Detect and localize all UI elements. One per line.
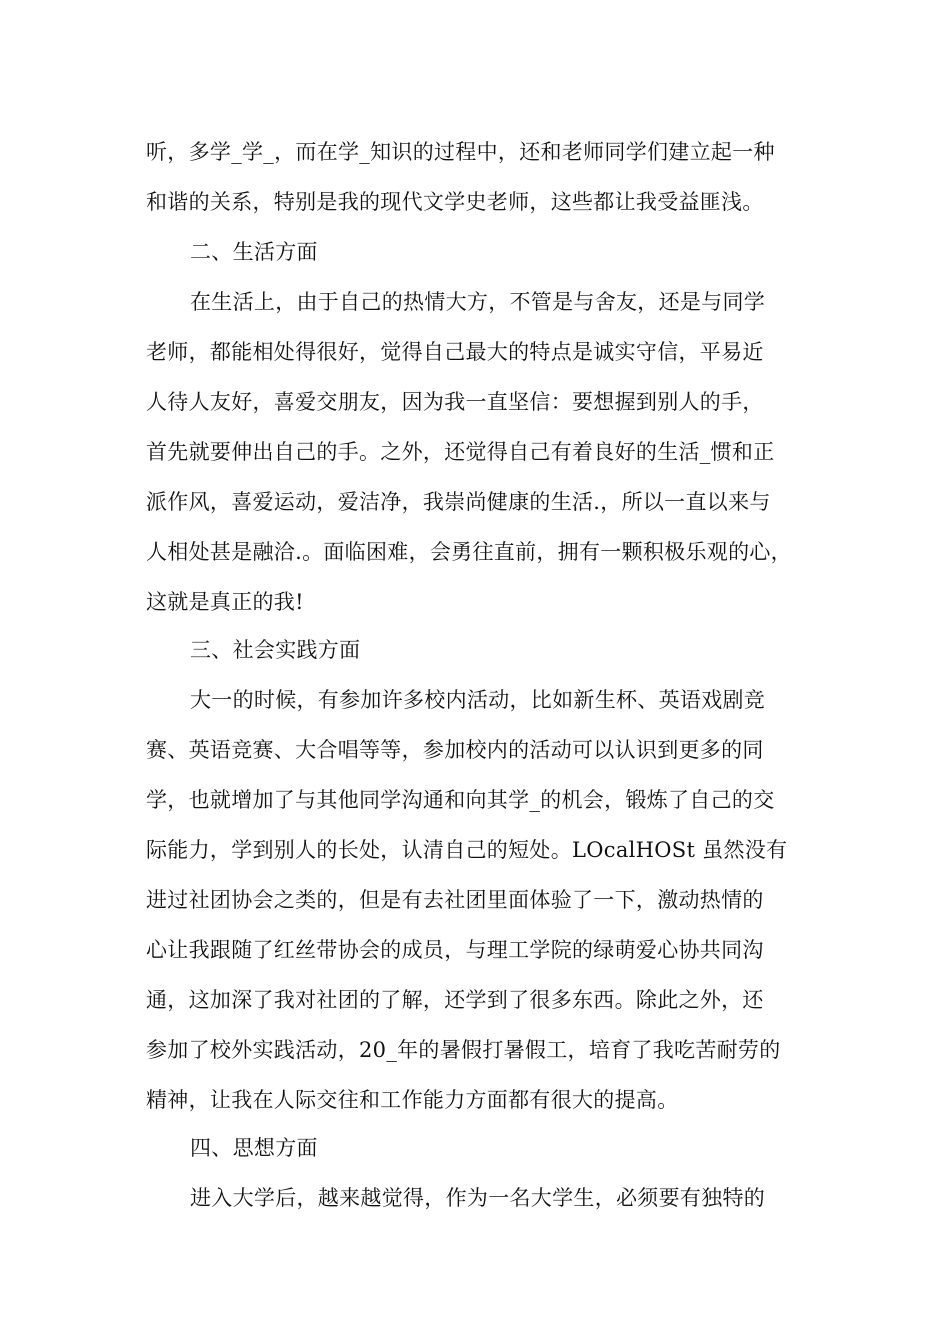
- paragraph-line: 这就是真正的我!: [146, 590, 304, 614]
- section-heading-social-practice: 三、社会实践方面: [190, 638, 361, 662]
- paragraph-line: 首先就要伸出自己的手。之外，还觉得自己有着良好的生活_惯和正: [146, 440, 775, 464]
- paragraph-line: 心让我跟随了红丝带协会的成员，与理工学院的绿萌爱心协共同沟: [146, 938, 764, 962]
- paragraph-line: 和谐的关系，特别是我的现代文学史老师，这些都让我受益匪浅。: [146, 190, 764, 214]
- paragraph-line: 人待人友好，喜爱交朋友，因为我一直坚信：要想握到别人的手，: [146, 390, 764, 414]
- paragraph-line: 学，也就增加了与其他同学沟通和向其学_的机会，锻炼了自己的交: [146, 788, 775, 812]
- paragraph-line: 听，多学_学_，而在学_知识的过程中，还和老师同学们建立起一种: [146, 140, 775, 164]
- paragraph-line: 参加了校外实践活动，20_年的暑假打暑假工，培育了我吃苦耐劳的: [146, 1038, 781, 1062]
- paragraph-line: 际能力，学到别人的长处，认清自己的短处。LOcalHOSt 虽然没有: [146, 838, 788, 862]
- paragraph-line: 派作风，喜爱运动，爱洁净，我崇尚健康的生活.，所以一直以来与: [146, 490, 771, 514]
- paragraph-line: 精神，让我在人际交往和工作能力方面都有很大的提高。: [146, 1088, 679, 1112]
- paragraph-line: 进过社团协会之类的，但是有去社团里面体验了一下，激动热情的: [146, 888, 764, 912]
- paragraph-line: 大一的时候，有参加许多校内活动，比如新生杯、英语戏剧竞: [190, 688, 766, 712]
- paragraph-line: 进入大学后，越来越觉得，作为一名大学生，必须要有独特的: [190, 1186, 766, 1210]
- paragraph-line: 人相处甚是融洽.。面临困难，会勇往直前，拥有一颗积极乐观的心，: [146, 540, 792, 564]
- section-heading-life: 二、生活方面: [190, 240, 318, 264]
- paragraph-line: 赛、英语竞赛、大合唱等等，参加校内的活动可以认识到更多的同: [146, 738, 764, 762]
- section-heading-thought: 四、思想方面: [190, 1136, 318, 1160]
- paragraph-line: 老师，都能相处得很好，觉得自己最大的特点是诚实守信，平易近: [146, 340, 764, 364]
- paragraph-line: 在生活上，由于自己的热情大方，不管是与舍友，还是与同学: [190, 290, 766, 314]
- paragraph-line: 通，这加深了我对社团的了解，还学到了很多东西。除此之外，还: [146, 988, 764, 1012]
